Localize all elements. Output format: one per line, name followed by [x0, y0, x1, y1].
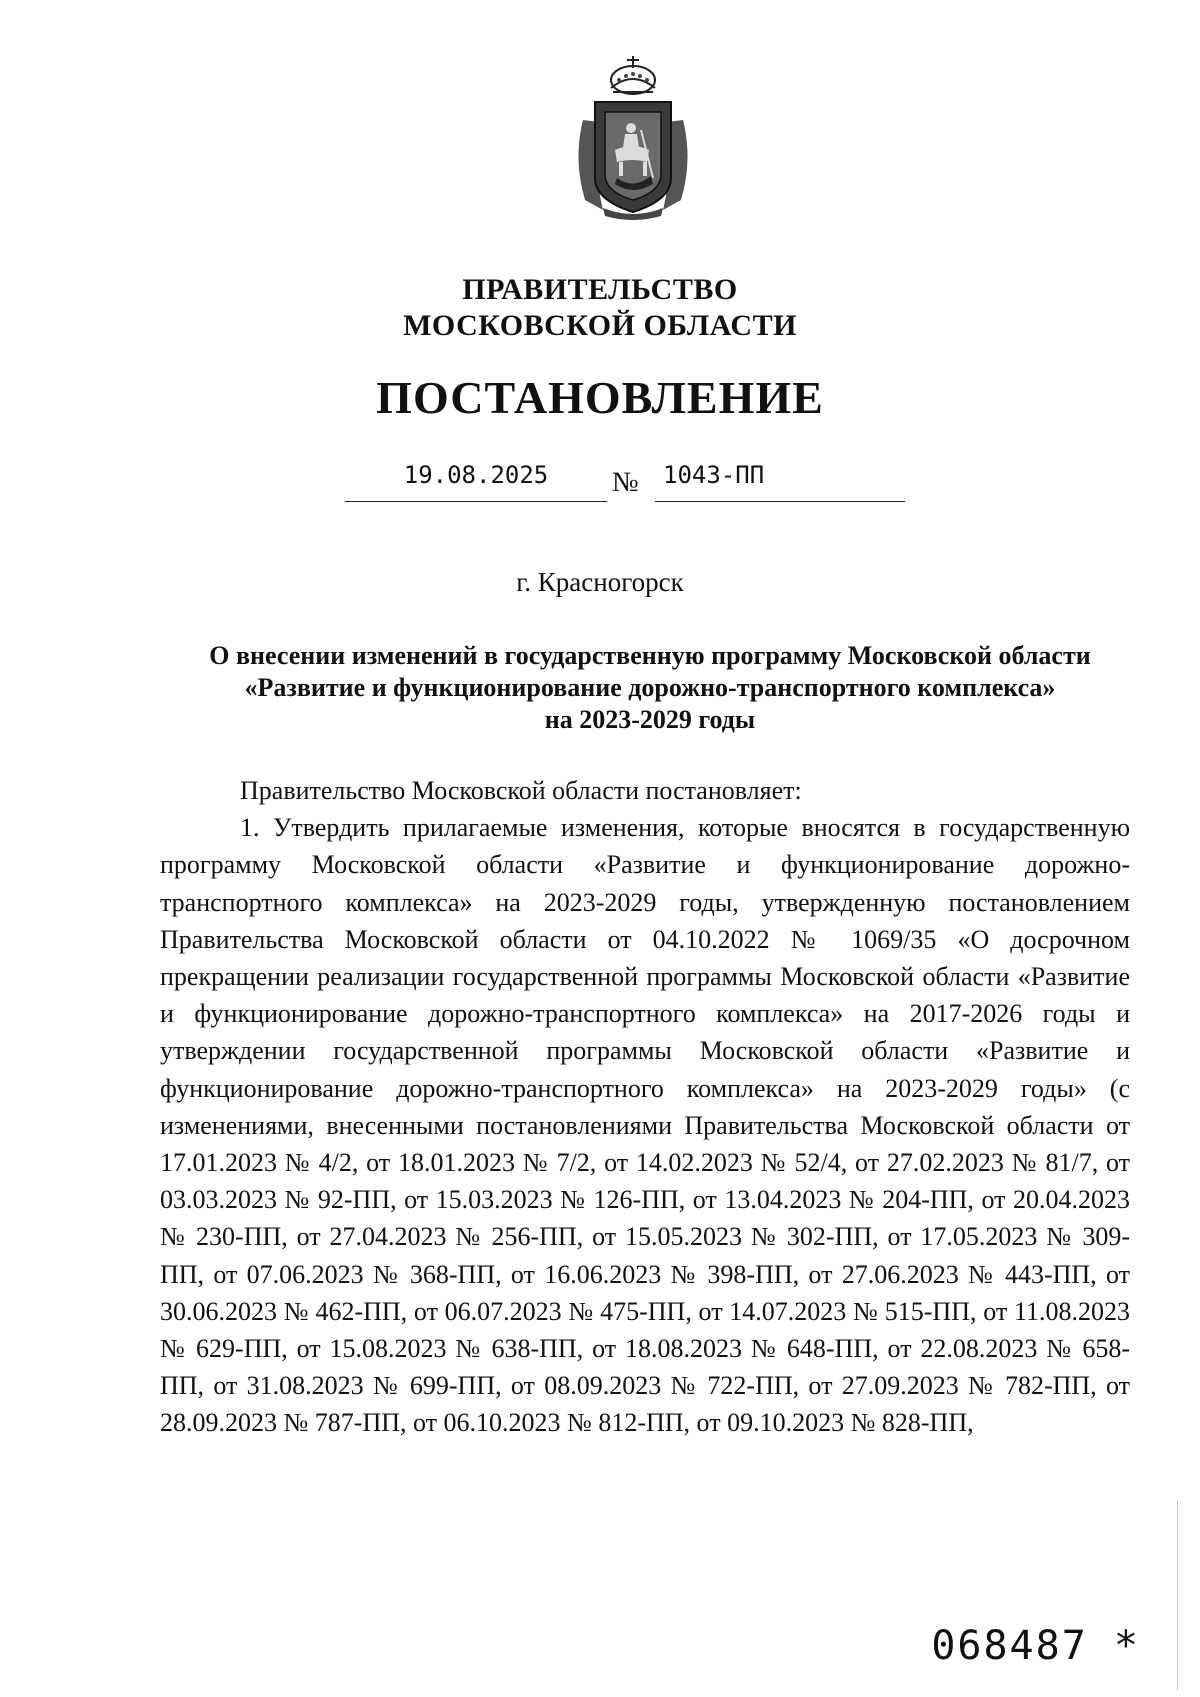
body-intro: Правительство Московской области постановляет:	[240, 776, 802, 805]
document-body	[160, 772, 1130, 1442]
title-line-3: на 2023-2029 годы	[544, 705, 756, 734]
organization-name	[0, 272, 1200, 344]
number-sign: №	[612, 467, 639, 498]
serial-digits: 068487	[931, 1623, 1088, 1669]
serial-asterisk-icon: *	[1113, 1623, 1140, 1669]
title-line-2: «Развитие и функционирование дорожно-транспортного комплекса»	[244, 673, 1056, 702]
document-date: 19.08.2025	[345, 455, 607, 502]
city: г. Красногорск	[516, 567, 684, 597]
document-type: ПОСТАНОВЛЕНИЕ	[376, 372, 824, 423]
organization-line-1: ПРАВИТЕЛЬСТВО	[462, 273, 738, 306]
serial-number	[931, 1622, 1140, 1670]
document-title	[170, 640, 1130, 736]
coat-of-arms-icon	[573, 50, 693, 220]
title-line-1: О внесении изменений в государственную программу Московской области	[209, 641, 1091, 670]
date-number-line	[0, 455, 1200, 505]
scan-edge-line	[1177, 1500, 1178, 1690]
document-number: 1043-ПП	[655, 455, 905, 502]
body-item-1: 1. Утвердить прилагаемые изменения, которые вносятся в государственную программу Московской области «Развитие и функционирование дорожно-транспортного комплекса» на 2023-2029 годы, утвержденную постановлением Правительства Московской области от 04.10.2022 № 1069/35 «О досрочном прекращении реализации государственной программы Московской области «Развитие и функционирование дорожно-транспортного комплекса» на 2017-2026 годы и утверждении государственной программы Московской области «Развитие и функционирование дорожно-транспортного комплекса» на 2023-2029 годы» (с изменениями, внесенными постановлениями Правительства Московской области от 17.01.2023 № 4/2, от 18.01.2023 № 7/2, от 14.02.2023 № 52/4, от 27.02.2023 № 81/7, от 03.03.2023 № 92-ПП, от 15.03.2023 № 126-ПП, от 13.04.2023 № 204-ПП, от 20.04.2023 № 230-ПП, от 27.04.2023 № 256-ПП, от 15.05.2023 № 302-ПП, от 17.05.2023 № 309-ПП, от 07.06.2023 № 368-ПП, от 16.06.2023 № 398-ПП, от 27.06.2023 № 443-ПП, от 30.06.2023 № 462-ПП, от 06.07.2023 № 475-ПП, от 14.07.2023 № 515-ПП, от 11.08.2023 № 629-ПП, от 15.08.2023 № 638-ПП, от 18.08.2023 № 648-ПП, от 22.08.2023 № 658-ПП, от 31.08.2023 № 699-ПП, от 08.09.2023 № 722-ПП, от 27.09.2023 № 782-ПП, от 28.09.2023 № 787-ПП, от 06.10.2023 № 812-ПП, от 09.10.2023 № 828-ПП,	[160, 813, 1130, 1438]
organization-line-2: МОСКОВСКОЙ ОБЛАСТИ	[403, 309, 797, 342]
